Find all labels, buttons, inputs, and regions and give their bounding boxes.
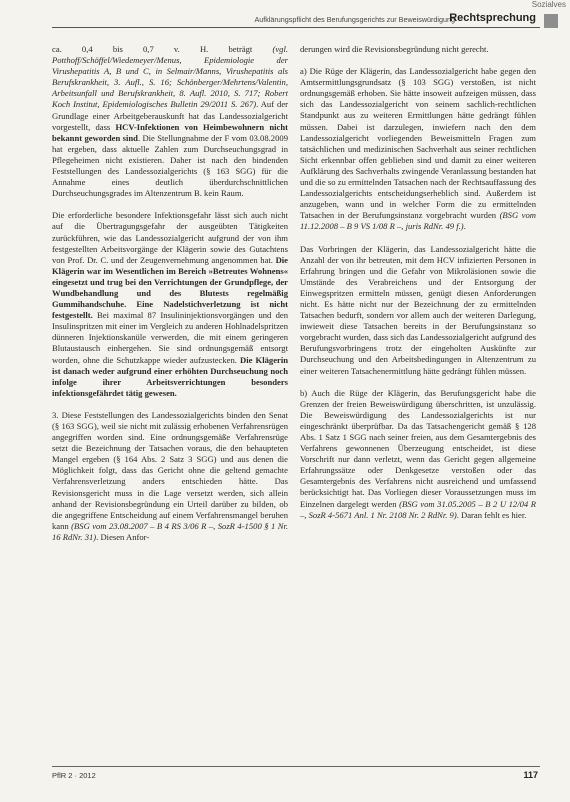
page-number: 117 bbox=[523, 770, 538, 780]
paragraph: 3. Diese Feststellungen des Landessozialgerichts binden den Senat (§ 163 SGG), weil sie nicht mit zulässig erhobenen Verfahrensrügen angegriffen worden sind. Eine ordnungsgemäße Verfahrensrüge setzt die Bezeichnung der Tatsachen voraus, die den behaupteten Mangel ergeben (§ 164 Abs. 2 Satz 3 SGG) und aus denen die Möglichkeit folgt, dass das Gericht ohne die geltend gemachte Verfahrensverletzung anders entschieden hätte. Das Revisionsgericht muss in die Lage versetzt werden, sich allein anhand der Revisionsbegründung ein Urteil darüber zu bilden, ob die angegriffene Entscheidung auf einem Verfahrensmangel beruhen kann (BSG vom 23.08.2007 – B 4 RS 3/06 R –, SozR 4-1500 § 1 Nr. 16 RdNr. 31). Diesen Anfor- bbox=[52, 409, 288, 542]
section-marker bbox=[544, 14, 558, 28]
paragraph: Die erforderliche besondere Infektionsgefahr lässt sich auch nicht auf die Übertragungsgefahr der ausgeübten Tätigkeiten zurückführen, wie das Landessozialgericht aufgrund der von ihm festgestellten Arbeitsvorgänge der Klägerin sowie des Gutachtens von Prof. Dr. C. und der Zeugenvernehmung angenommen hat. Die Klägerin war im Wesentlichen im Bereich »Betreutes Wohnens« eingesetzt und trug bei den Verrichtungen der Grundpflege, der Wundbehandlung und des Blutests regelmäßig Gummihandschuhe. Eine Nadelstichverletzung ist nicht festgestellt. Bei maximal 87 Insulininjektionsvorgängen und den Insulinspritzen mit einer im Vergleich zu anderen Hohlnadelspritzen dünneren Injektionskanüle verwerden, die mit einem geringeren Blutaustausch einhergehen. Sie sind ordnungsgemäß entsorgt worden, ohne die Schutzkappe wieder aufzustecken. Die Klägerin ist danach weder aufgrund einer erhöhten Durchseuchung noch infolge ihrer Arbeitsverrichtungen besonders infektionsgefährdet tätig gewesen. bbox=[52, 210, 288, 398]
page-header bbox=[0, 0, 570, 34]
left-column bbox=[52, 44, 288, 554]
footer-rule bbox=[52, 766, 540, 767]
paragraph: a) Die Rüge der Klägerin, das Landessozialgericht habe gegen den Amtsermittlungsgrundsatz (§ 103 SGG) verstoßen, ist nicht ordnungsgemäß erhoben. Sie hätte insoweit aufzeigen müssen, dass sich das Landessozialgericht von seinem sachlich-rechtlichen Standpunkt aus zu weiteren Ermittlungen hätte gedrängt fühlen müssen. Dabei ist darzulegen, inwiefern nach den dem Landessozialgericht vorliegenden Beweismitteln Fragen zum tatsächlichen und medizinischen Sachverhalt aus seiner rechtlichen Sicht erkennbar offen geblieben sind und damit zu einer weiteren Aufklärung des Sachverhalts zwingende Veranlassung bestanden hat und die so zu ermittelnden Tatsachen nach der Rechtsauffassung des Landessozialgerichts entscheidungserheblich sind. Außerdem ist anzugeben, wann und in welcher Form die zu ermittelnden Tatsachen in der Berufungsinstanz vorgebracht wurden (BSG vom 11.12.2008 – B 9 VS 1/08 R –, juris RdNr. 49 f.). bbox=[300, 66, 536, 232]
paragraph: ca. 0,4 bis 0,7 v. H. beträgt (vgl. Potthoff/Schöffel/Wiedemeyer/Menus, Epidemiologie der Virushepatitis A, B und C, in Selmair/Manns, Virushepatitis als Berufskrankheit, 3. Aufl., S. 16; Schönberger/Mehrtens/Valentin, Arbeitsunfall und Berufskrankheit, 8. Aufl. 2010, S. 717; Robert Koch Institut, Epidemiologisches Bulletin 29/2011 S. 267). Auf der Grundlage einer Arbeitgeberauskunft hat das Landessozialgericht vorgestellt, dass HCV-Infektionen von Heimbewohnern nicht bekannt geworden sind. Die Stellungnahme der F vom 03.08.2009 hat ergeben, dass aktuelle Zahlen zum Durchseuchungsgrad in Pflegeheimen nicht existieren. Daher ist nach den bindenden Feststellungen des Landessozialgerichts (§ 163 SGG) für die Annahme eines deutlich überdurchschnittlichen Durchseuchungsgrades im Altenzentrum B. kein Raum. bbox=[52, 44, 288, 199]
header-subtitle: Aufklärungspflicht des Berufungsgerichts zur Beweiswürdigung bbox=[254, 15, 455, 24]
right-column bbox=[300, 44, 536, 532]
header-rule bbox=[52, 27, 540, 28]
paragraph: b) Auch die Rüge der Klägerin, das Berufungsgericht habe die Grenzen der freien Beweiswürdigung überschritten, ist unzulässig. Die Beweiswürdigung des Landessozialgerichts ist nur eingeschränkt überprüfbar. Da das Tatsachengericht gemäß § 128 Abs. 1 Satz 1 SGG nach seiner freien, aus dem Gesamtergebnis des Verfahrens gewonnenen Überzeugung entscheidet, ist diese Vorschrift nur dann verletzt, wenn das Gericht gegen allgemeine Erfahrungssätze oder Denkgesetze verstoßen oder das Gesamtergebnis des Verfahrens nicht ausreichend und umfassend berücksichtigt hat. Das Vorliegen dieser Voraussetzungen muss im Einzelnen dargelegt werden (BSG vom 31.05.2005 – B 2 U 12/04 R –, SozR 4-5671 Anl. 1 Nr. 2108 Nr. 2 RdNr. 9). Daran fehlt es hier. bbox=[300, 387, 536, 520]
section-tab: Sozialves bbox=[531, 0, 566, 9]
paragraph: Das Vorbringen der Klägerin, das Landessozialgericht hätte die Anzahl der von ihr betreuten, mit dem HCV infizierten Personen in Erfahrung bringen und die Gefahr von Mikroläsionen sowie die Umstände des Verabreichens und der Entsorgung der Einwegspritzen ermitteln müssen, genügt diesen Anforderungen nicht. Es hätte nicht nur der Bezeichnung der zu ermittelnden Tatsachen bedurft, sondern vor allem auch der weiteren Darlegung, inwieweit diese Tatsachen bereits in der Berufungsinstanz so vorgebracht wurden, dass sich das Landessozialgericht aufgrund des Berufungsvorbringens trotz der eingeholten Auskünfte zur Durchseuchung und den Arbeitsbedingungen in Altenzentrum zu einer weiteren Tatsachenermittlung hätte gedrängt fühlen müssen. bbox=[300, 243, 536, 376]
paragraph: derungen wird die Revisionsbegründung nicht gerecht. bbox=[300, 44, 489, 54]
journal-issue: PflR 2 · 2012 bbox=[52, 771, 96, 780]
section-title: Rechtsprechung bbox=[449, 12, 536, 24]
